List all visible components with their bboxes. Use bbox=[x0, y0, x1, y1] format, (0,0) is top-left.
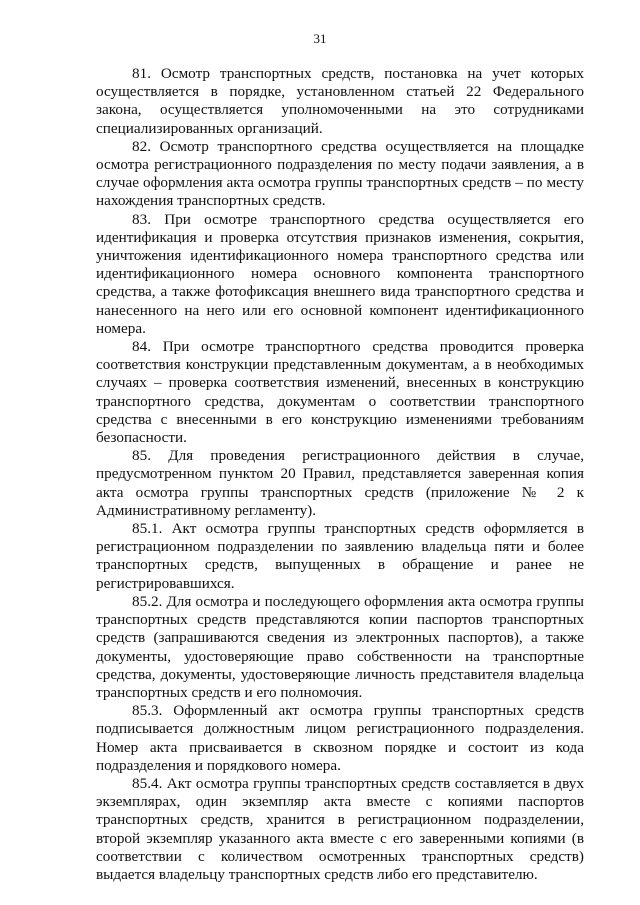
paragraph-84: 84. При осмотре транспортного средства проводится проверка соответствия конструкции представленным документам, а в необходимых случаях – проверка соответствия изменений, внесенных в конструкцию транспортного средства, документам о соответствии транспортного средства с внесенными в его конструкцию изменениями требованиям безопасности. bbox=[96, 338, 584, 447]
paragraph-85-4: 85.4. Акт осмотра группы транспортных средств составляется в двух экземплярах, один экземпляр акта вместе с копиями паспортов транспортных средств, хранится в регистрационном подразделении, второй экземпляр указанного акта вместе с его заверенными копиями (в соответствии с количеством осмотренных транспортных средств) выдается владельцу транспортных средств либо его представителю. bbox=[96, 774, 584, 883]
page-number: 31 bbox=[313, 31, 327, 46]
paragraph-81: 81. Осмотр транспортных средств, постановка на учет которых осуществляется в порядке, установленном статьей 22 Федерального закона, осуществляется уполномоченными на это сотрудниками специализированных организаций. bbox=[96, 65, 584, 137]
paragraph-82: 82. Осмотр транспортного средства осуществляется на площадке осмотра регистрационного подразделения по месту подачи заявления, а в случае оформления акта осмотра группы транспортных средств – по месту нахождения транспортных средств. bbox=[96, 137, 584, 210]
paragraph-85-2: 85.2. Для осмотра и последующего оформления акта осмотра группы транспортных средств представляются копии паспортов транспортных средств (запрашиваются сведения из электронных паспортов), а также документы, удостоверяющие право собственности на транспортные средства, документы, удостоверяющие личность представителя владельца транспортных средств и его полномочия. bbox=[96, 592, 584, 701]
paragraph-85: 85. Для проведения регистрационного действия в случае, предусмотренном пунктом 20 Правил, представляется заверенная копия акта осмотра группы транспортных средств (приложение № 2 к Административному регламенту). bbox=[96, 447, 584, 519]
document-body bbox=[96, 65, 584, 884]
paragraph-83: 83. При осмотре транспортного средства осуществляется его идентификация и проверка отсутствия признаков изменения, сокрытия, уничтожения идентификационного номера транспортного средства или идентификационного номера основного компонента транспортного средства, а также фотофиксация внешнего вида транспортного средства и нанесенного на него или его основной компонент идентификационного номера. bbox=[96, 210, 584, 337]
paragraph-85-3: 85.3. Оформленный акт осмотра группы транспортных средств подписывается должностным лицом регистрационного подразделения. Номер акта присваивается в сквозном порядке и состоит из кода подразделения и порядкового номера. bbox=[96, 702, 584, 774]
paragraph-85-1: 85.1. Акт осмотра группы транспортных средств оформляется в регистрационном подразделении по заявлению владельца пяти и более транспортных средств, выпущенных в обращение и ранее не регистрировавшихся. bbox=[96, 520, 584, 592]
